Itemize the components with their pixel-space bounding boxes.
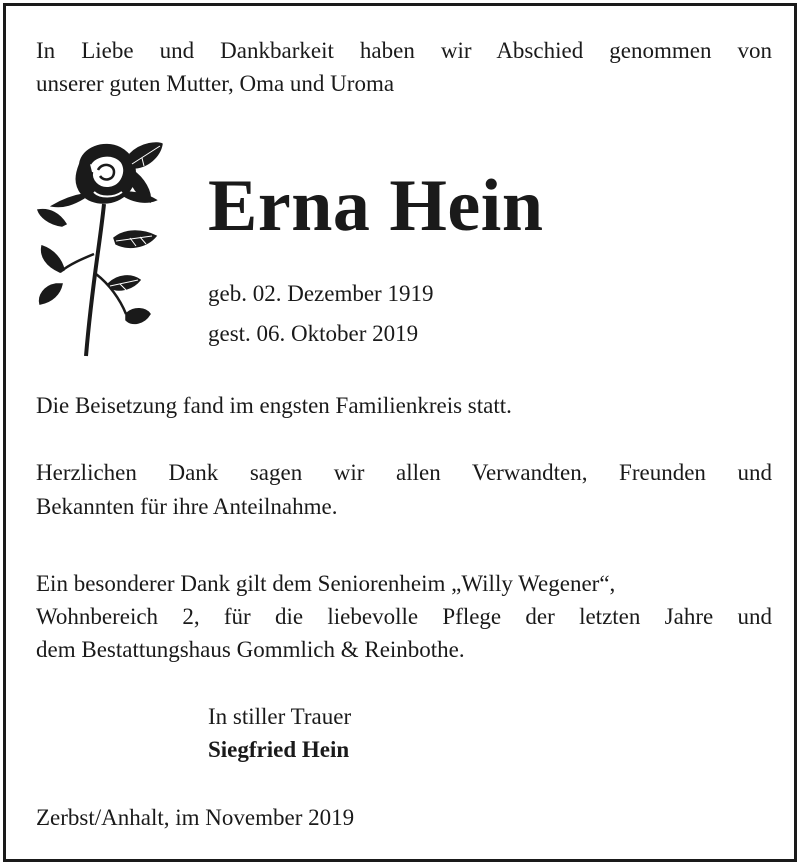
funeral-note: Die Beisetzung fand im engsten Familienkreis statt. xyxy=(36,393,512,418)
thanks-line-1: Herzlichen Dank sagen wir allen Verwandten, Freunden und xyxy=(36,460,772,485)
obituary-notice xyxy=(3,3,797,862)
special-thanks-line-1: Ein besonderer Dank gilt dem Seniorenheim „Willy Wegener“, xyxy=(36,571,616,596)
deceased-name: Erna Hein xyxy=(208,165,544,247)
intro-line-1: In Liebe und Dankbarkeit haben wir Abschied genommen von xyxy=(36,38,772,63)
death-date: gest. 06. Oktober 2019 xyxy=(208,321,419,346)
special-thanks-line-2: Wohnbereich 2, für die liebevolle Pflege der letzten Jahre und xyxy=(36,604,772,629)
signature-closing: In stiller Trauer xyxy=(208,704,352,729)
rose-icon xyxy=(34,134,164,360)
signature-name: Siegfried Hein xyxy=(208,737,350,762)
thanks-line-2: Bekannten für ihre Anteilnahme. xyxy=(36,494,338,519)
intro-line-2: unserer guten Mutter, Oma und Uroma xyxy=(36,71,395,96)
place-date: Zerbst/Anhalt, im November 2019 xyxy=(36,805,355,830)
special-thanks-line-3: dem Bestattungshaus Gommlich & Reinbothe. xyxy=(36,637,465,662)
birth-date: geb. 02. Dezember 1919 xyxy=(208,281,434,306)
